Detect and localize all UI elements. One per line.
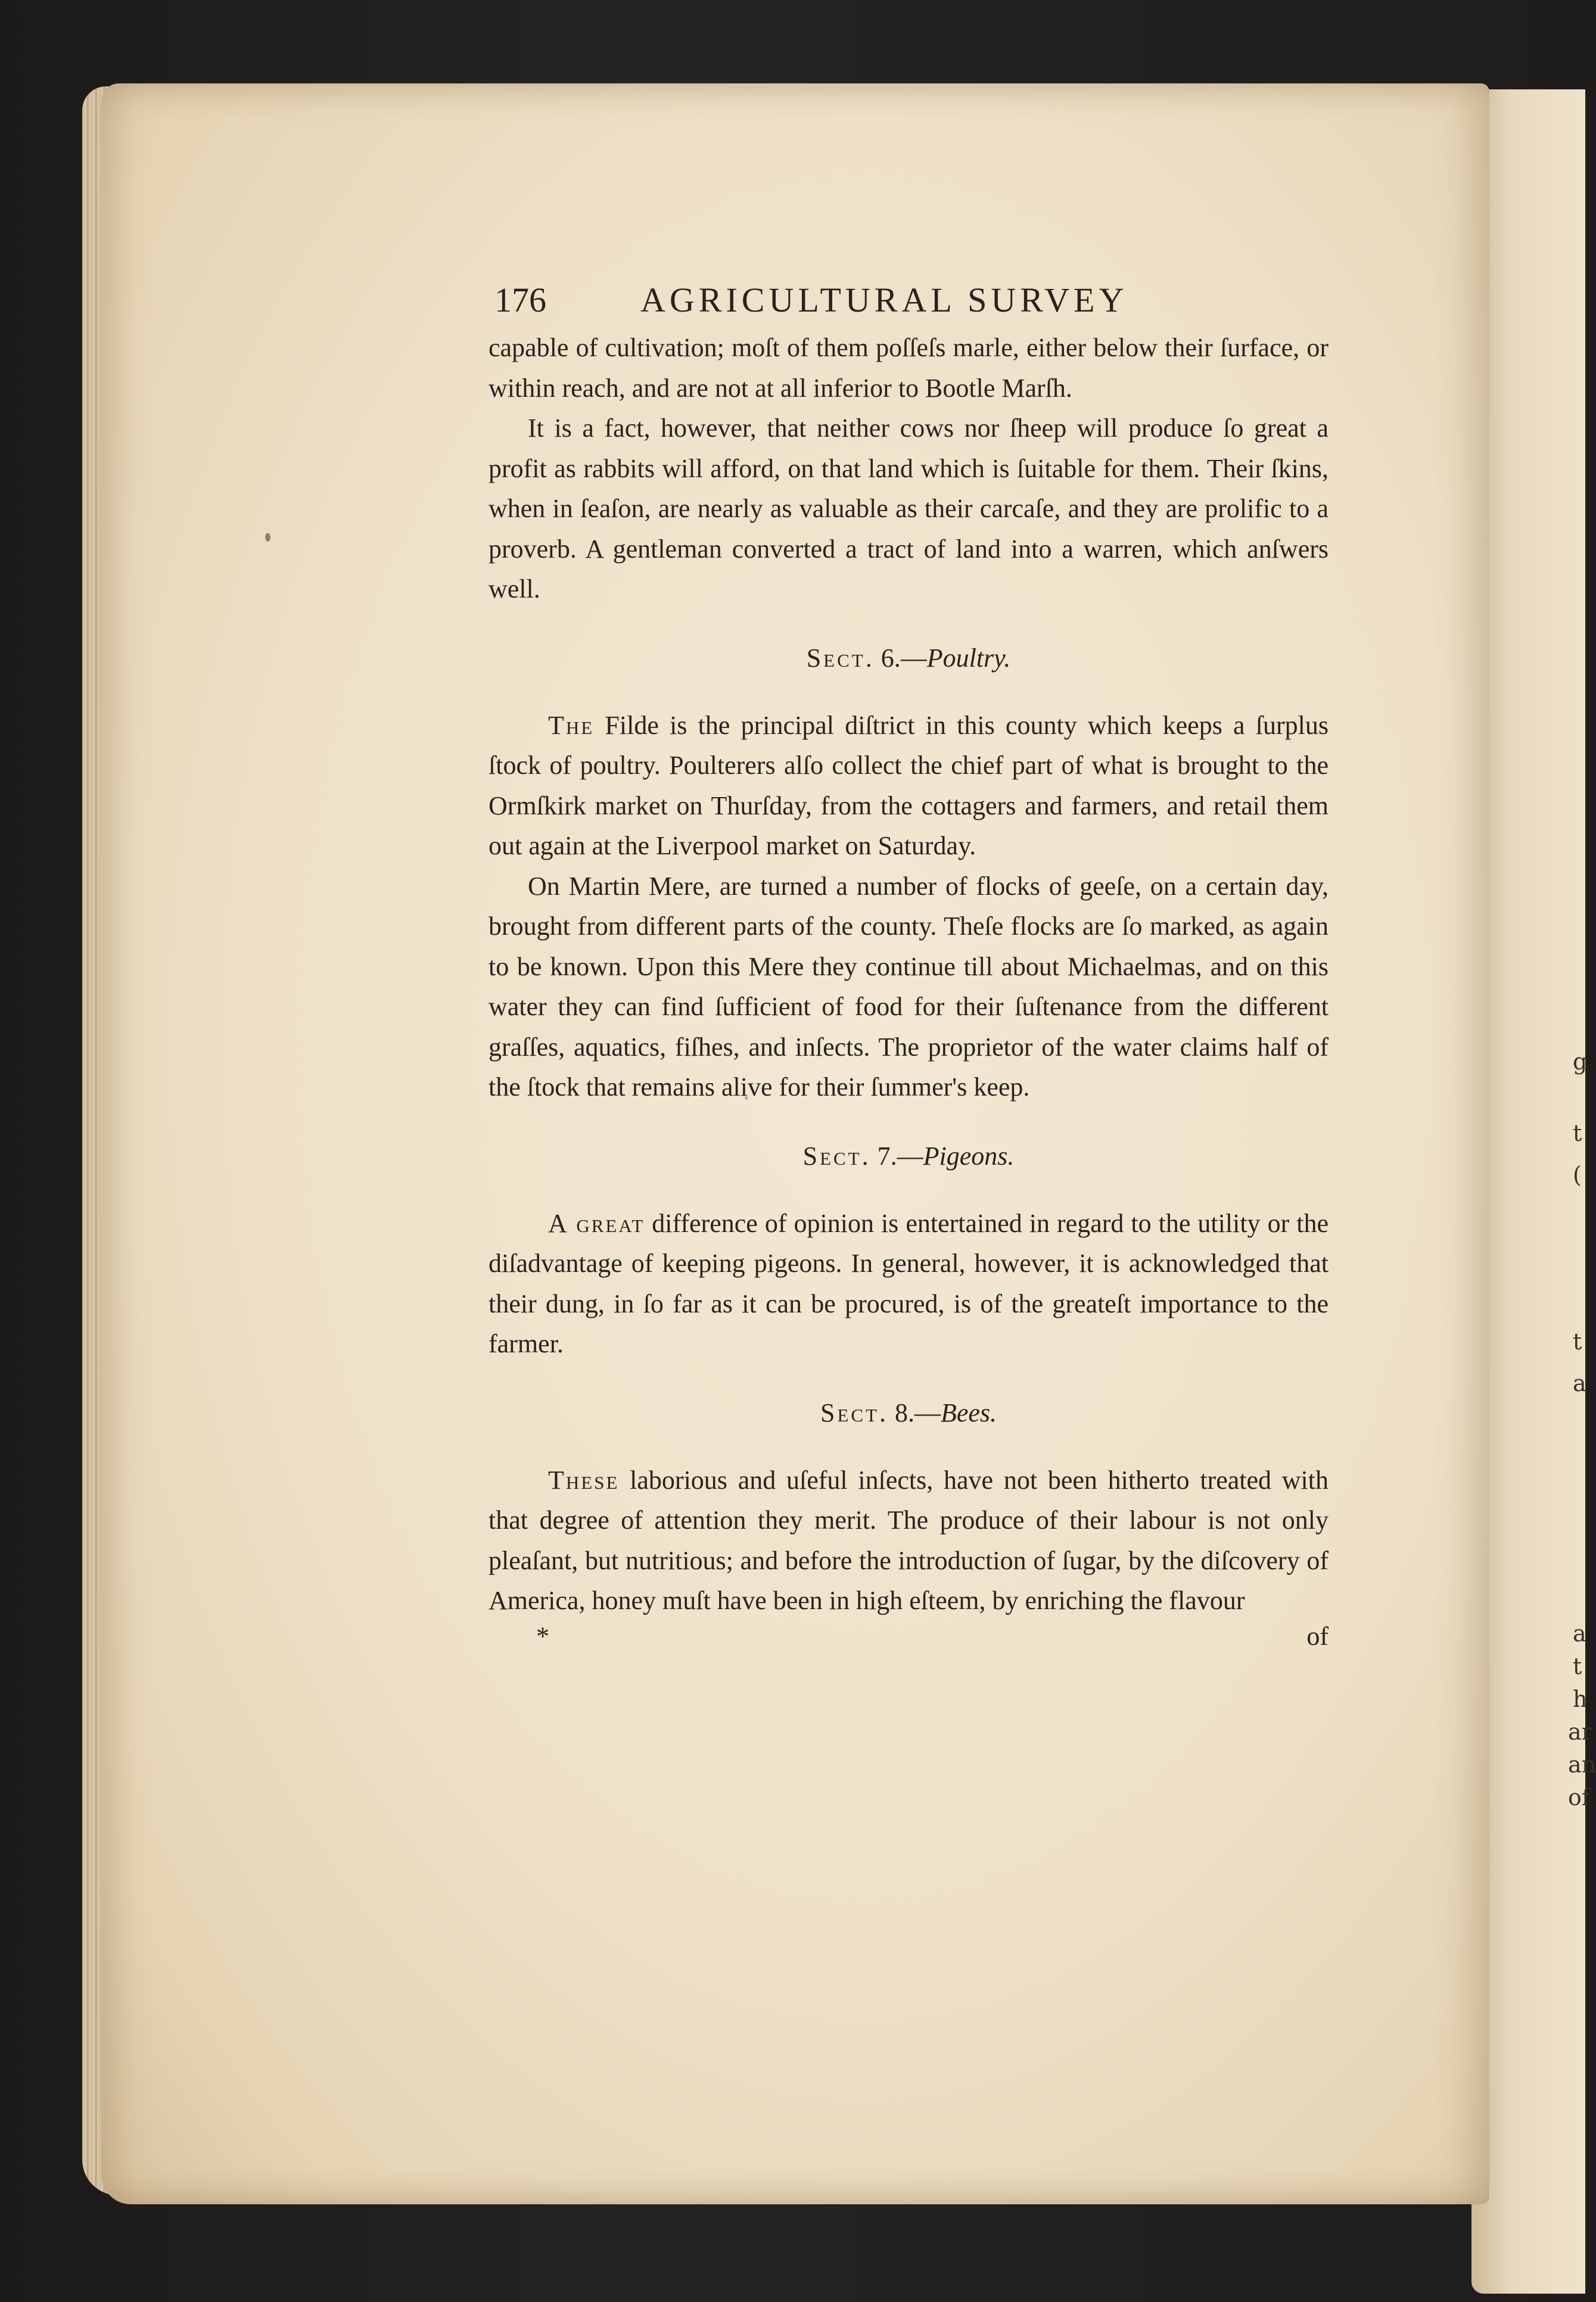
facing-page-letter: of xyxy=(1568,1784,1590,1811)
page-number: 176 xyxy=(494,281,546,319)
page-text xyxy=(489,274,1329,1657)
facing-page-letter: an xyxy=(1568,1752,1596,1778)
paragraph-geese: On Martin Mere, are turned a number of flocks of geeſe, on a certain day, brought from different parts of the county. Theſe flocks are ſo marked, as again to be known. Upon this Mere they continue till about Michaelmas, and on this water they can find ſufficient of food for their ſuſtenance from the different graſſes, aquatics, fiſhes, and inſects. The proprietor of the water claims half of the ſtock that remains alive for their ſummer's keep. xyxy=(489,871,1329,1102)
sect-number: 7.— xyxy=(877,1141,923,1171)
paragraph-bees xyxy=(489,1460,1329,1621)
catchword: of xyxy=(1306,1621,1329,1651)
page-footer xyxy=(489,1621,1329,1657)
foxing-spot xyxy=(265,533,270,542)
sect-word: Sect. xyxy=(802,1141,871,1171)
facing-page-letter: t xyxy=(1573,1329,1582,1355)
facing-page-letter: a xyxy=(1573,1620,1586,1647)
paragraph-body: laborious and uſeful inſects, have not been hitherto treated with that degree of attention they merit. The produce of their labour is not only pleaſant, but nutritious; and before the introduction of ſugar, by the diſcovery of America, honey muſt have been in high eſteem, by enriching the flavour xyxy=(489,1465,1329,1615)
sect-title: Pigeons. xyxy=(923,1141,1015,1171)
section-heading-bees xyxy=(489,1393,1329,1433)
lead-word: These xyxy=(548,1465,620,1495)
facing-page-letter: ar xyxy=(1568,1719,1592,1745)
sect-number: 8.— xyxy=(894,1398,941,1427)
facing-page-letter: t xyxy=(1573,1653,1582,1679)
running-head xyxy=(489,274,1329,328)
signature-mark: * xyxy=(536,1621,549,1651)
running-title: AGRICULTURAL SURVEY xyxy=(640,281,1128,319)
paragraph-rabbits: It is a fact, however, that neither cows nor ſheep will produce ſo great a profit as rabbits will afford, on that land which is ſuitable for them. Their ſkins, when in ſeaſon, are nearly as valuable as their carcaſe, and they are prolific to a proverb. A gentleman converted a tract of land into a warren, which anſwers well. xyxy=(489,413,1329,604)
continued-paragraph: capable of cultivation; moſt of them poſſeſs marle, either below their ſurface, or within reach, and are not at all inferior to Bootle Marſh. xyxy=(489,333,1329,403)
sect-word: Sect. xyxy=(806,643,875,673)
lead-word: A great xyxy=(548,1208,645,1238)
section-heading-pigeons xyxy=(489,1136,1329,1176)
facing-page-letter: h xyxy=(1573,1686,1588,1712)
facing-page-letter: t xyxy=(1573,1120,1582,1146)
paragraph-body: Filde is the principal diſtrict in this county which keeps a ſurplus ſtock of poultry. Poulterers alſo collect the chief part of what is brought to the Ormſkirk market on Thurſday, from the cottagers and farmers, and retail them out again at the Liverpool market on Saturday. xyxy=(489,710,1329,860)
facing-page-letter: ( xyxy=(1573,1162,1582,1188)
sect-word: Sect. xyxy=(820,1398,888,1427)
paragraph-poultry xyxy=(489,705,1329,866)
sect-title: Bees. xyxy=(940,1398,997,1427)
paragraph-body: difference of opinion is entertained in regard to the utility or the diſadvantage of keeping pigeons. In general, however, it is acknowledged that their dung, in ſo far as it can be procured, is of the greateſt importance to the farmer. xyxy=(489,1208,1329,1358)
lead-word: The xyxy=(548,710,595,740)
sect-title: Poultry. xyxy=(926,643,1011,673)
section-heading-poultry xyxy=(489,638,1329,678)
facing-page-letter: g xyxy=(1573,1049,1588,1075)
sect-number: 6.— xyxy=(881,643,927,673)
paragraph-pigeons xyxy=(489,1203,1329,1364)
facing-page-letter: a xyxy=(1573,1370,1586,1396)
